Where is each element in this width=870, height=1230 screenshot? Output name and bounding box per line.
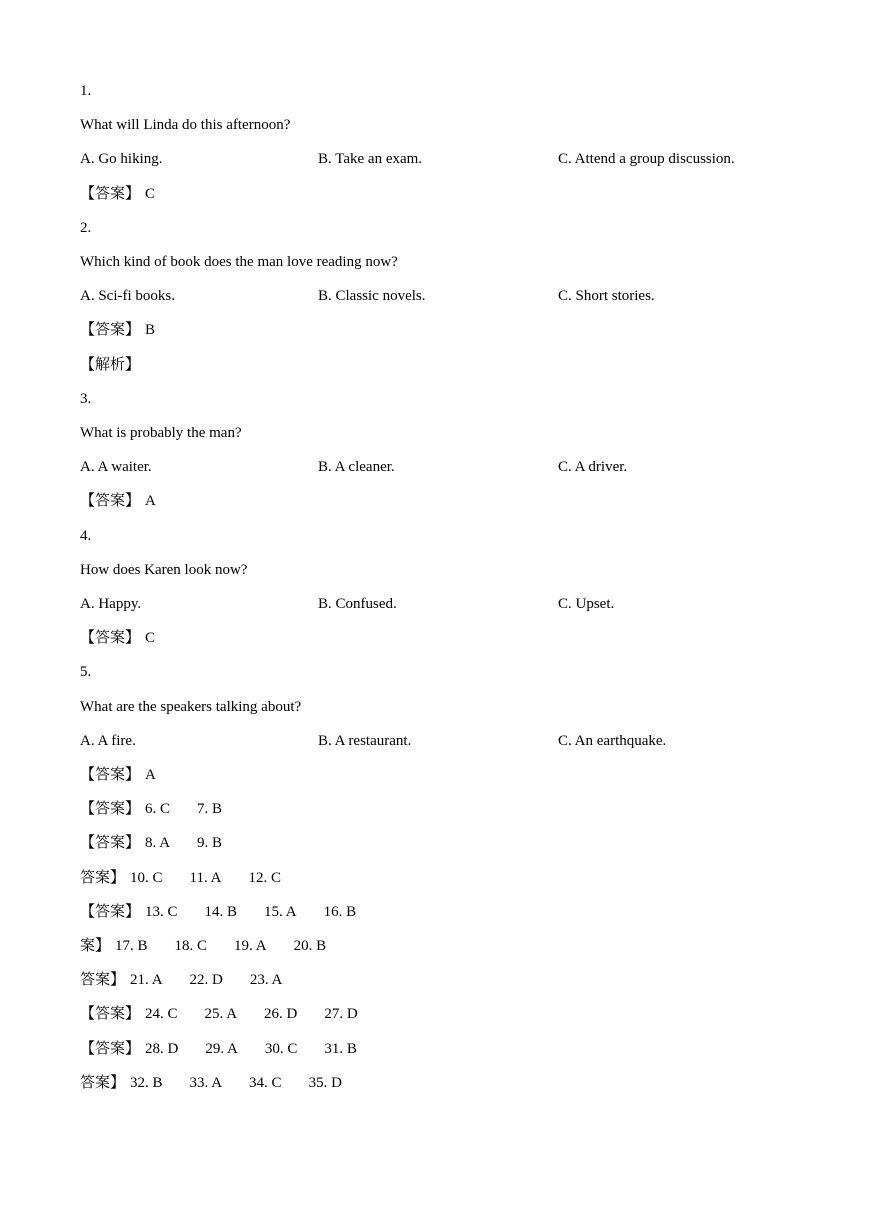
answer-item: 6. C [145,801,171,818]
answer-item: 10. C [130,869,163,886]
option-b: B. Classic novels. [318,288,426,305]
option-a: A. Go hiking. [80,151,163,168]
answer-row [80,177,840,211]
answer-prefix: 【答案】 [80,185,141,202]
answer-line-prefix: 【答案】 [80,801,141,818]
answer-item: 16. B [323,903,357,920]
answer-item: 34. C [249,1074,282,1091]
option-a: A. A fire. [80,732,136,749]
option-c: C. An earthquake. [558,732,667,749]
answer-item: 32. B [130,1074,163,1091]
answer-item: 18. C [174,938,208,955]
answer-line [80,826,840,860]
question-block [80,655,840,792]
answer-prefix: 【答案】 [80,322,141,339]
answer-row [80,313,840,347]
answer-prefix: 【答案】 [80,493,141,510]
answer-item: 25. A [204,1006,238,1023]
answer-prefix: 【答案】 [80,767,141,784]
answer-item: 12. C [248,869,281,886]
answer-item: 28. D [145,1040,179,1057]
answer-line-prefix: 答案】 [80,869,126,886]
answer-value: B [145,322,156,339]
answer-row [80,484,840,518]
option-c: C. A driver. [558,459,628,476]
answer-item: 15. A [264,903,297,920]
answer-item: 13. C [145,903,178,920]
answer-item: 21. A [130,972,163,989]
option-a: A. A waiter. [80,459,152,476]
answer-item: 7. B [197,801,223,818]
question-block [80,211,840,382]
question-prompt: What will Linda do this afternoon? [80,117,291,134]
option-b: B. A cleaner. [318,459,395,476]
answer-line-prefix: 【答案】 [80,1040,141,1057]
answer-line [80,929,840,963]
answer-line [80,792,840,826]
question-block [80,519,840,656]
answer-line [80,963,840,997]
answer-item: 27. D [324,1006,358,1023]
question-prompt: How does Karen look now? [80,561,248,578]
question-number: 1. [80,83,92,99]
answer-value: A [145,767,156,784]
answer-item: 22. D [189,972,223,989]
answer-row [80,758,840,792]
answer-item: 29. A [205,1040,238,1057]
answer-line-prefix: 答案】 [80,1074,126,1091]
answer-prefix: 【答案】 [80,630,141,647]
question-number: 2. [80,219,92,236]
option-c: C. Upset. [558,596,615,613]
question-prompt: What is probably the man? [80,425,242,442]
options-row [80,724,840,758]
answer-item: 14. B [204,903,238,920]
option-b: B. Confused. [318,596,397,613]
option-c: C. Attend a group discussion. [558,151,735,168]
answer-line [80,1032,840,1066]
options-row [80,279,840,313]
answer-value: A [145,493,156,510]
answer-item: 26. D [264,1006,298,1023]
answer-line [80,997,840,1031]
answer-item: 17. B [115,938,148,955]
answer-value: C [145,630,156,647]
question-number: 5. [80,664,92,681]
answer-line-prefix: 【答案】 [80,835,141,852]
option-a: A. Sci-fi books. [80,288,175,305]
question-block [80,74,840,211]
answer-item: 8. A [145,835,171,852]
answer-line-prefix: 【答案】 [80,903,141,920]
answer-item: 20. B [293,938,327,955]
answer-line-prefix: 【答案】 [80,1006,141,1023]
answer-item: 31. B [324,1040,357,1057]
analysis-label: 【解析】 [80,356,141,373]
answer-item: 33. A [189,1074,223,1091]
answer-line [80,1066,840,1100]
answer-line-prefix: 案】 [80,938,111,955]
option-b: B. A restaurant. [318,732,412,749]
question-prompt: What are the speakers talking about? [80,698,302,715]
answer-line [80,895,840,929]
question-block [80,382,840,519]
option-b: B. Take an exam. [318,151,423,168]
question-number: 3. [80,390,92,407]
answer-line [80,861,840,895]
options-row [80,450,840,484]
answer-item: 9. B [197,835,223,852]
question-prompt: Which kind of book does the man love reading now? [80,254,398,271]
option-c: C. Short stories. [558,288,655,305]
answer-item: 23. A [249,972,283,989]
answer-item: 30. C [264,1040,298,1057]
option-a: A. Happy. [80,596,142,613]
answer-item: 19. A [234,938,267,955]
options-row [80,587,840,621]
answer-row [80,621,840,655]
options-row [80,142,840,176]
answer-line-prefix: 答案】 [80,972,126,989]
answer-item: 11. A [189,869,222,886]
answer-value: C [145,185,156,202]
question-number: 4. [80,527,92,544]
answer-item: 35. D [308,1074,342,1091]
answer-item: 24. C [145,1006,178,1023]
